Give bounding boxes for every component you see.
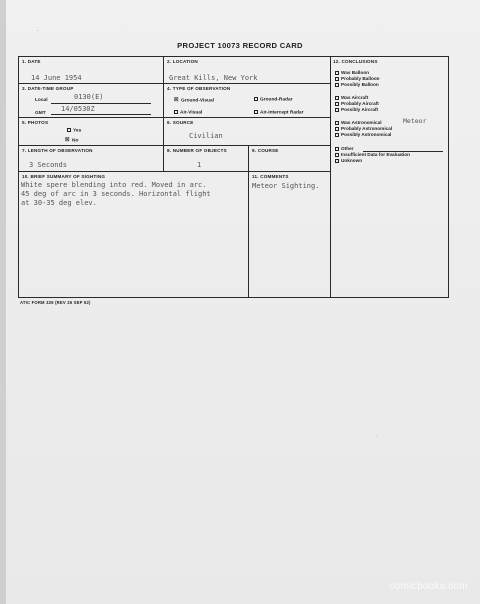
location-cell	[164, 57, 331, 84]
observation-type-cell	[164, 84, 331, 118]
checkbox-icon	[335, 153, 339, 157]
local-value: 0130(E)	[74, 93, 104, 101]
air-visual-option: Air-Visual	[174, 110, 202, 115]
watermark: comicbooks.com	[389, 581, 468, 592]
conclusion-option: Possibly Astronomical	[335, 132, 391, 137]
checkbox-icon	[335, 71, 339, 75]
summary-line: White spere blending into red. Moved in arc.	[21, 181, 207, 189]
checkbox-icon	[335, 77, 339, 81]
conclusion-option: Was Balloon	[335, 70, 369, 75]
scan-speck: ˙	[376, 436, 378, 442]
checkbox-icon	[335, 102, 339, 106]
conclusion-option: Probably Astronomical	[335, 126, 392, 131]
course-cell	[249, 146, 331, 172]
checkbox-icon	[335, 133, 339, 137]
local-underline	[51, 103, 151, 104]
checkbox-icon	[335, 96, 339, 100]
conclusion-option: Insufficient Data for Evaluation	[335, 152, 410, 157]
checkbox-icon	[335, 159, 339, 163]
conclusion-option: Was Astronomical	[335, 120, 382, 125]
course-label: 9. COURSE	[252, 148, 279, 153]
datetime-label: 3. DATE-TIME GROUP	[22, 86, 74, 91]
location-value: Great Kills, New York	[169, 74, 258, 82]
observation-type-label: 4. TYPE OF OBSERVATION	[167, 86, 231, 91]
date-label: 1. DATE	[22, 59, 41, 64]
summary-line: at 30-35 deg elev.	[21, 199, 97, 207]
checkbox-icon	[254, 110, 258, 114]
length-label: 7. LENGTH OF OBSERVATION	[22, 148, 93, 153]
gmt-value: 14/0530Z	[61, 105, 95, 113]
gmt-underline	[51, 114, 151, 115]
datetime-cell	[19, 84, 164, 118]
page-edge-shadow	[0, 0, 6, 604]
checkbox-icon	[335, 121, 339, 125]
checkbox-icon	[335, 108, 339, 112]
date-cell	[19, 57, 164, 84]
astronomical-note: Meteor	[403, 117, 427, 125]
checkbox-icon	[335, 127, 339, 131]
card-title: PROJECT 10073 RECORD CARD	[177, 41, 303, 50]
checkbox-icon	[254, 97, 258, 101]
comments-cell	[249, 172, 331, 297]
checkbox-icon	[335, 83, 339, 87]
objects-cell	[164, 146, 249, 172]
conclusion-option: Other	[335, 146, 354, 151]
conclusion-option: Was Aircraft	[335, 95, 368, 100]
checkbox-icon	[67, 128, 71, 132]
local-label: Local	[35, 98, 48, 103]
comments-label: 11. COMMENTS	[252, 174, 289, 179]
conclusions-cell	[331, 57, 448, 297]
conclusions-divider	[330, 57, 331, 297]
ground-visual-option: ☒ Ground-Visual	[174, 97, 214, 104]
summary-cell	[19, 172, 249, 297]
comments-value: Meteor Sighting.	[252, 182, 320, 190]
ground-radar-option: Ground-Radar	[254, 97, 293, 102]
scan-speck: ·	[37, 28, 39, 34]
source-value: Civilian	[189, 132, 223, 140]
air-intercept-radar-option: Air-Intercept Radar	[254, 110, 303, 115]
conclusion-option: Possibly Balloon	[335, 82, 379, 87]
checkbox-icon	[335, 147, 339, 151]
date-value: 14 June 1954	[31, 74, 82, 82]
summary-label: 10. BRIEF SUMMARY OF SIGHTING	[22, 174, 106, 179]
photos-cell	[19, 118, 164, 146]
form-number: ATIC FORM 329 (REV 26 SEP 52)	[20, 300, 91, 305]
summary-line: 45 deg of arc in 3 seconds. Horizontal flight	[21, 190, 211, 198]
checked-box-icon: ☒	[65, 137, 70, 143]
length-cell	[19, 146, 164, 172]
objects-value: 1	[197, 161, 202, 169]
source-cell	[164, 118, 331, 146]
conclusions-label: 12. CONCLUSIONS	[333, 59, 378, 64]
conclusion-option: Possibly Aircraft	[335, 107, 378, 112]
conclusion-option: Probably Balloon	[335, 76, 380, 81]
location-label: 2. LOCATION	[167, 59, 198, 64]
photos-label: 5. PHOTOS	[22, 120, 49, 125]
photos-yes-option: Yes	[67, 128, 81, 133]
checkbox-icon	[174, 110, 178, 114]
conclusion-option: Unknown	[335, 158, 362, 163]
photos-no-option: ☒ No	[65, 137, 79, 144]
length-value: 3 Seconds	[29, 161, 67, 169]
objects-label: 8. NUMBER OF OBJECTS	[167, 148, 227, 153]
checked-box-icon: ☒	[174, 97, 179, 103]
record-card	[18, 56, 449, 298]
conclusion-option: Probably Aircraft	[335, 101, 379, 106]
gmt-label: GMT	[35, 111, 46, 116]
source-label: 6. SOURCE	[167, 120, 194, 125]
